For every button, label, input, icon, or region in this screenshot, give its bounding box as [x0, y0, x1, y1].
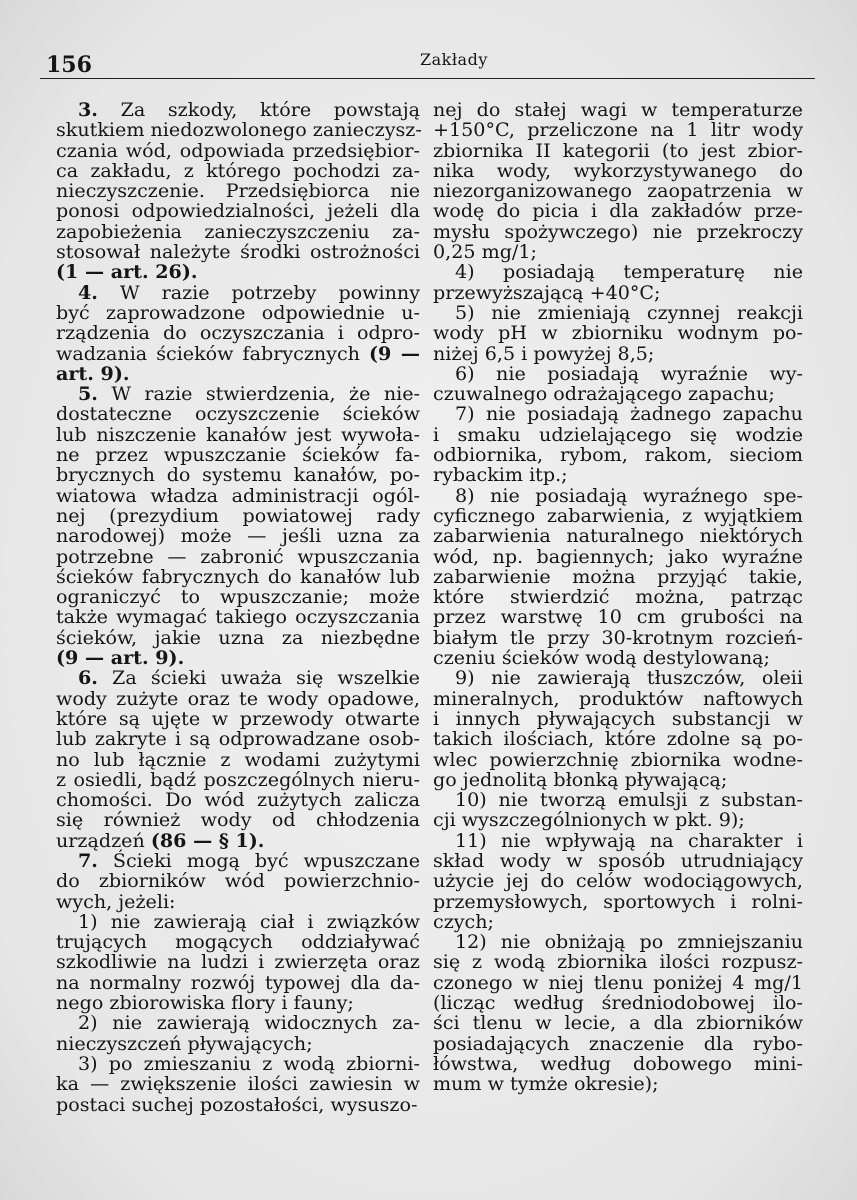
text-run: postaci suchej pozostałości, wysuszo-: [56, 1092, 418, 1116]
text-run: posiadających znaczenie dla rybo-: [433, 1031, 803, 1055]
right-text-line: [433, 706, 803, 730]
text-run: Ścieki mogą być wpuszczane: [97, 848, 420, 872]
text-run: no lub łącznie z wodami zużytymi: [56, 747, 420, 771]
text-run: nika wody, wykorzystywanego do: [433, 158, 803, 182]
right-text-line: [433, 952, 803, 972]
text-run: które są ujęte w przewody otwarte: [56, 706, 420, 730]
text-run: i smaku udzielającego się wodzie: [433, 422, 803, 446]
text-run: użycie jej do celów wodociągowych,: [433, 869, 803, 893]
left-text-column: [56, 100, 420, 1115]
text-run: zabarwienia naturalnego niektórych: [433, 524, 803, 548]
left-text-line: [56, 219, 420, 243]
bold-text-run: 5.: [78, 382, 98, 406]
left-text-line: [56, 706, 420, 730]
text-run: rybackim itp.;: [433, 463, 568, 487]
right-text-line: [433, 1031, 803, 1055]
left-text-line: [56, 1031, 420, 1055]
left-text-line: [56, 828, 420, 852]
bold-text-run: 3.: [78, 98, 98, 121]
text-run: 5) nie zmieniają czynnej reakcji: [455, 300, 803, 324]
text-run: 1) nie zawierają ciał i związków: [78, 909, 420, 933]
text-run: potrzebne — zabronić wpuszczania: [56, 544, 420, 568]
right-text-line: [433, 747, 803, 771]
text-run: nej do stałej wagi w temperaturze: [433, 98, 803, 121]
left-text-line: [56, 889, 420, 913]
right-text-line: [433, 361, 803, 385]
left-text-line: [56, 952, 420, 972]
left-text-line: [56, 587, 420, 607]
right-text-line: [433, 201, 803, 221]
right-text-line: [433, 564, 803, 588]
page-header: [40, 44, 815, 79]
right-text-line: [433, 300, 803, 324]
text-run: odbiornika, rybom, rakom, sieciom: [433, 443, 803, 467]
right-text-line: [433, 404, 803, 424]
text-run: mum w tymże okresie);: [433, 1072, 659, 1096]
text-run: niżej 6,5 i powyżej 8,5;: [433, 341, 655, 365]
text-run: (licząc według średniodobowej ilo-: [433, 991, 803, 1015]
text-run: narodowej) może — jeśli uzna za: [56, 524, 420, 548]
text-run: 7) nie posiadają żadnego zapachu: [455, 402, 803, 426]
text-run: się z wodą zbiornika ilości rozpusz-: [433, 950, 803, 974]
text-run: mysłu spożywczego) nie przekroczy: [433, 219, 803, 243]
left-text-line: [56, 323, 420, 343]
right-text-line: [433, 422, 803, 446]
text-run: przemysłowych, sportowych i rolni-: [433, 889, 803, 913]
text-run: Za szkody, które powstają: [97, 98, 420, 121]
right-text-line: [433, 158, 803, 182]
bold-text-run: (9 —: [368, 341, 420, 365]
left-text-line: [56, 262, 420, 282]
text-run: przez warstwę 10 cm grubości na: [433, 605, 803, 629]
left-text-line: [56, 341, 420, 365]
text-run: czeniu ścieków wodą destylowaną;: [433, 646, 770, 670]
text-run: ścieków fabrycznych do kanałów lub: [56, 564, 420, 588]
text-run: ponosi odpowiedzialności, jeżeli dla: [56, 199, 420, 223]
left-text-line: [56, 404, 420, 424]
right-text-line: [433, 526, 803, 546]
text-run: nieczyszczenie. Przedsiębiorca nie: [56, 179, 420, 203]
left-text-line: [56, 607, 420, 627]
text-run: chomości. Do wód zużytych zalicza: [56, 788, 420, 812]
right-text-line: [433, 262, 803, 282]
right-text-line: [433, 120, 803, 140]
text-run: 0,25 mg/1;: [433, 240, 537, 264]
left-text-line: [56, 1051, 420, 1075]
text-run: niezorganizowanego zaopatrzenia w: [433, 179, 803, 203]
text-run: wadzania ścieków fabrycznych: [56, 341, 369, 365]
right-text-line: [433, 607, 803, 627]
right-text-line: [433, 729, 803, 749]
left-text-line: [56, 158, 420, 182]
right-text-line: [433, 790, 803, 810]
text-run: także wymagać takiego oczyszczania: [56, 605, 420, 629]
text-run: 12) nie obniżają po zmniejszaniu: [455, 930, 803, 954]
left-text-line: [56, 526, 420, 546]
left-text-line: [56, 747, 420, 771]
text-run: skład wody w sposób utrudniający: [433, 848, 803, 872]
left-text-line: [56, 544, 420, 568]
left-text-line: [56, 1074, 420, 1094]
right-text-line: [433, 686, 803, 710]
right-text-line: [433, 848, 803, 872]
right-text-line: [433, 828, 803, 852]
text-run: W razie stwierdzenia, że nie-: [97, 382, 420, 406]
text-run: lub zakryte i są odprowadzane osob-: [56, 727, 420, 751]
bold-text-run: art. 9).: [56, 361, 130, 385]
right-text-line: [433, 219, 803, 243]
text-run: czonego w niej tlenu poniżej 4 mg/1: [433, 970, 803, 994]
left-text-line: [56, 465, 420, 485]
left-text-line: [56, 384, 420, 404]
left-text-line: [56, 810, 420, 830]
right-text-line: [433, 465, 803, 485]
left-text-line: [56, 848, 420, 872]
text-run: nej (prezydium powiatowej rady: [56, 503, 420, 527]
right-text-line: [433, 138, 803, 162]
text-run: wody pH w zbiorniku wodnym po-: [433, 321, 803, 345]
bold-text-run: 4.: [78, 280, 98, 304]
bold-text-run: 7.: [78, 848, 98, 872]
right-text-line: [433, 993, 803, 1013]
text-run: szkodliwie na ludzi i zwierzęta oraz: [56, 950, 420, 974]
right-text-line: [433, 242, 803, 262]
text-run: lub niszczenie kanałów jest wywoła-: [56, 422, 420, 446]
left-text-line: [56, 767, 420, 791]
text-run: urządzeń: [56, 828, 151, 852]
text-run: zbiornika II kategorii (to jest zbior-: [433, 138, 803, 162]
right-text-line: [433, 1013, 803, 1033]
text-run: wodę do picia i dla zakładów prze-: [433, 199, 803, 223]
text-run: i innych pływających substancji w: [433, 706, 803, 730]
text-run: przewyższającą +40°C;: [433, 280, 661, 304]
left-text-line: [56, 909, 420, 933]
text-run: W razie potrzeby powinny: [97, 280, 420, 304]
left-text-line: [56, 668, 420, 688]
left-text-line: [56, 993, 420, 1013]
text-run: wlec powierzchnię zbiornika wodne-: [433, 747, 803, 771]
text-run: do zbiorników wód powierzchnio-: [56, 869, 420, 893]
right-text-line: [433, 909, 803, 933]
right-text-line: [433, 970, 803, 994]
text-run: zapobieżenia zanieczyszczeniu za-: [56, 219, 420, 243]
bold-text-run: (1 — art. 26).: [56, 260, 198, 284]
left-text-line: [56, 483, 420, 507]
text-run: na normalny rozwój typowej dla da-: [56, 970, 420, 994]
text-run: łówstwa, według dobowego mini-: [433, 1051, 803, 1075]
text-run: cji wyszczególnionych w pkt. 9);: [433, 808, 745, 832]
right-text-line: [433, 648, 803, 668]
left-text-line: [56, 564, 420, 588]
right-text-line: [433, 767, 803, 791]
right-text-column: [433, 100, 803, 1095]
right-text-line: [433, 384, 803, 404]
left-text-line: [56, 729, 420, 749]
text-run: 4) posiadają temperaturę nie: [455, 260, 803, 284]
right-text-line: [433, 544, 803, 568]
bold-text-run: (86 — § 1).: [150, 828, 265, 852]
right-text-line: [433, 1074, 803, 1094]
text-run: ści tlenu w lecie, a dla zbiorników: [433, 1011, 803, 1035]
text-run: +150°C, przeliczone na 1 litr wody: [433, 118, 803, 142]
text-run: 9) nie zawierają tłuszczów, oleii: [455, 666, 803, 690]
text-run: trujących mogących oddziaływać: [56, 930, 420, 954]
bold-text-run: (9 — art. 9).: [56, 646, 185, 670]
text-run: czania wód, odpowiada przedsiębior-: [56, 138, 420, 162]
text-run: 8) nie posiadają wyraźnego spe-: [455, 483, 803, 507]
left-text-line: [56, 242, 420, 262]
text-run: zabarwienie można przyjąć takie,: [433, 564, 803, 588]
text-run: 3) po zmieszaniu z wodą zbiorni-: [78, 1051, 420, 1075]
text-run: wych, jeżeli:: [56, 889, 176, 913]
text-run: go jednolitą błonką pływającą;: [433, 767, 728, 791]
left-text-line: [56, 790, 420, 810]
text-run: wód, np. bagiennych; jako wyraźne: [433, 544, 803, 568]
left-text-line: [56, 1092, 420, 1116]
left-text-line: [56, 503, 420, 527]
text-run: ścieków, jakie uzna za niezbędne: [56, 625, 420, 649]
text-run: cyficznego zabarwienia, z wyjątkiem: [433, 503, 803, 527]
right-text-line: [433, 889, 803, 913]
left-text-line: [56, 201, 420, 221]
left-text-line: [56, 932, 420, 952]
left-text-line: [56, 1013, 420, 1033]
text-run: dostateczne oczyszczenie ścieków: [56, 402, 420, 426]
text-run: ograniczyć to wpuszczanie; może: [56, 585, 420, 609]
text-run: brycznych do systemu kanałów, po-: [56, 463, 420, 487]
text-run: wody zużyte oraz te wody opadowe,: [56, 686, 420, 710]
text-run: ne przez wpuszczanie ścieków fa-: [56, 443, 420, 467]
text-run: nego zbiorowiska flory i fauny;: [56, 991, 354, 1015]
text-run: białym tle przy 30-krotnym rozcień-: [433, 625, 803, 649]
left-text-line: [56, 445, 420, 465]
right-text-line: [433, 181, 803, 201]
text-run: mineralnych, produktów naftowych: [433, 686, 803, 710]
left-text-line: [56, 422, 420, 446]
left-text-line: [56, 280, 420, 304]
text-run: z osiedli, bądź poszczególnych nieru-: [56, 767, 420, 791]
left-text-line: [56, 300, 420, 324]
left-text-line: [56, 686, 420, 710]
left-text-line: [56, 100, 420, 120]
right-text-line: [433, 100, 803, 120]
left-text-line: [56, 648, 420, 668]
text-run: które stwierdzić można, patrząc: [433, 585, 803, 609]
text-run: 10) nie tworzą emulsji z substan-: [455, 788, 803, 812]
text-run: 11) nie wpływają na charakter i: [455, 828, 803, 852]
page-number: 156: [46, 52, 92, 78]
right-text-line: [433, 483, 803, 507]
text-run: 2) nie zawierają widocznych za-: [78, 1011, 420, 1035]
right-text-line: [433, 587, 803, 607]
right-text-line: [433, 932, 803, 952]
right-text-line: [433, 625, 803, 649]
left-text-line: [56, 871, 420, 891]
text-run: ka — zwiększenie ilości zawiesin w: [56, 1072, 420, 1096]
text-run: czuwalnego odrażającego zapachu;: [433, 382, 775, 406]
right-text-line: [433, 280, 803, 304]
left-text-line: [56, 361, 420, 385]
text-run: ca zakładu, z którego pochodzi za-: [56, 158, 420, 182]
text-run: czych;: [433, 909, 494, 933]
text-run: się również wody od chłodzenia: [56, 808, 420, 832]
right-text-line: [433, 503, 803, 527]
right-text-line: [433, 1051, 803, 1075]
bold-text-run: 6.: [78, 666, 98, 690]
right-text-line: [433, 445, 803, 465]
right-text-line: [433, 810, 803, 830]
running-title: Zakłady: [420, 50, 488, 69]
text-run: Za ścieki uważa się wszelkie: [97, 666, 420, 690]
right-text-line: [433, 323, 803, 343]
text-run: stosował należyte środki ostrożności: [56, 240, 420, 264]
left-text-line: [56, 970, 420, 994]
text-run: wiatowa władza administracji ogól-: [56, 483, 420, 507]
right-text-line: [433, 341, 803, 365]
left-text-line: [56, 181, 420, 201]
right-text-line: [433, 668, 803, 688]
text-run: takich ilościach, które zdolne są po-: [433, 727, 803, 751]
left-text-line: [56, 138, 420, 162]
text-run: 6) nie posiadają wyraźnie wy-: [455, 361, 803, 385]
text-run: skutkiem niedozwolonego zanieczysz-: [56, 118, 422, 142]
text-run: rządzenia do oczyszczania i odpro-: [56, 321, 420, 345]
text-run: być zaprowadzone odpowiednie u-: [56, 300, 420, 324]
left-text-line: [56, 625, 420, 649]
left-text-line: [56, 120, 420, 140]
text-run: nieczyszczeń pływających;: [56, 1031, 313, 1055]
right-text-line: [433, 871, 803, 891]
